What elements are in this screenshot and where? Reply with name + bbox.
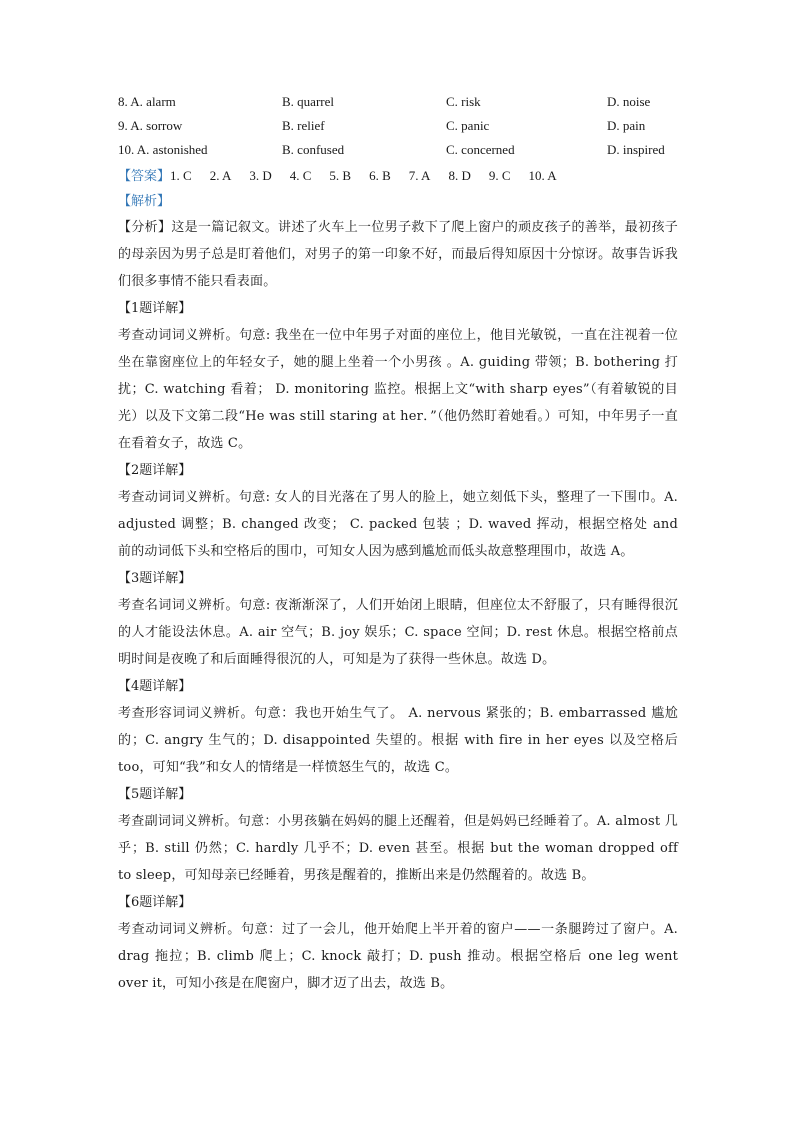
answer-item: 1. C [170, 168, 192, 183]
option-b: B. quarrel [282, 94, 334, 109]
answer-row [118, 162, 678, 189]
option-d: D. inspired [607, 142, 665, 157]
document-page [118, 90, 678, 997]
option-c: C. panic [446, 118, 490, 133]
section-heading-5: 【5题详解】 [118, 787, 192, 802]
answer-item: 3. D [249, 168, 272, 183]
section-text-1: 考查动词词义辨析。句意: 我坐在一位中年男子对面的座位上，他目光敏锐，一直在注视着一位坐在靠窗座位上的年轻女子，她的腿上坐着一个小男孩 。A. guiding 带领；B. bothering 打扰；C. watching 看着； D. monitoring 监控。根据上文“with sharp eyes”（有着敏锐的目光）以及下文第二段“He was still staring at her．”（他仍然盯着她看。）可知，中年男子一直在看着女子，故选 C。 [118, 328, 678, 451]
section-text-3: 考查名词词义辨析。句意: 夜渐渐深了，人们开始闭上眼睛，但座位太不舒服了，只有睡得很沉的人才能设法休息。A. air 空气；B. joy 娱乐；C. space 空间；D. rest 休息。根据空格前点明时间是夜晚了和后面睡得很沉的人，可知是为了获得一些休息。故选 D。 [118, 598, 678, 667]
answer-item: 9. C [488, 168, 511, 183]
answer-item: 6. B [369, 168, 391, 183]
section-text-6: 考查动词词义辨析。句意：过了一会儿，他开始爬上半开着的窗户——一条腿跨过了窗户。A. drag 拖拉；B. climb 爬上；C. knock 敲打；D. push 推动。根据空格后 one leg went over it，可知小孩是在爬窗户，脚才迈了出去，故选 B。 [118, 922, 678, 991]
option-row-9 [118, 114, 678, 138]
option-d: D. noise [607, 94, 651, 109]
section-heading-3: 【3题详解】 [118, 571, 192, 586]
section-heading-6: 【6题详解】 [118, 895, 192, 910]
section-text-4: 考查形容词词义辨析。句意：我也开始生气了。 A. nervous 紧张的；B. embarrassed 尴尬的；C. angry 生气的；D. disappointed 失望的。根据 with fire in her eyes 以及空格后 too，可知“我”和女人的情绪是一样愤怒生气的，故选 C。 [118, 706, 678, 775]
answer-label: 【答案】 [118, 169, 171, 184]
answer-item: 10. A [528, 168, 557, 183]
answer-item: 5. B [329, 168, 352, 183]
option-row-10 [118, 138, 678, 162]
answer-item: 8. D [448, 168, 471, 183]
option-b: B. confused [282, 142, 345, 157]
option-a: 8. A. alarm [118, 94, 176, 109]
section-heading-1: 【1题详解】 [118, 301, 192, 316]
answer-item: 4. C [289, 168, 312, 183]
option-a: 9. A. sorrow [118, 118, 183, 133]
option-a: 10. A. astonished [118, 142, 208, 157]
section-text-5: 考查副词词义辨析。句意：小男孩躺在妈妈的腿上还醒着，但是妈妈已经睡着了。A. almost 几乎；B. still 仍然；C. hardly 几乎不；D. even 甚至。根据 but the woman dropped off to sleep，可知母亲已经睡着，男孩是醒着的，推断出来是仍然醒着的。故选 B。 [118, 814, 678, 883]
answer-item: 7. A [408, 168, 431, 183]
option-d: D. pain [607, 118, 646, 133]
option-c: C. risk [446, 94, 481, 109]
section-heading-2: 【2题详解】 [118, 463, 192, 478]
option-row-8 [118, 90, 678, 114]
analysis-paragraph: 【分析】这是一篇记叙文。讲述了火车上一位男子救下了爬上窗户的顽皮孩子的善举，最初孩子的母亲因为男子总是盯着他们，对男子的第一印象不好，而最后得知原因十分惊讶。故事告诉我们很多事情不能只看表面。 [118, 220, 678, 289]
answer-item: 2. A [209, 168, 232, 183]
section-heading-4: 【4题详解】 [118, 679, 192, 694]
option-b: B. relief [282, 118, 325, 133]
option-c: C. concerned [446, 142, 515, 157]
section-text-2: 考查动词词义辨析。句意: 女人的目光落在了男人的脸上，她立刻低下头，整理了一下围巾。A. adjusted 调整；B. changed 改变； C. packed 包装 ；D. waved 挥动，根据空格处 and 前的动词低下头和空格后的围巾，可知女人因为感到尴尬而低头故意整理围巾，故选 A。 [118, 490, 678, 559]
analysis-label: 【解析】 [118, 194, 171, 209]
